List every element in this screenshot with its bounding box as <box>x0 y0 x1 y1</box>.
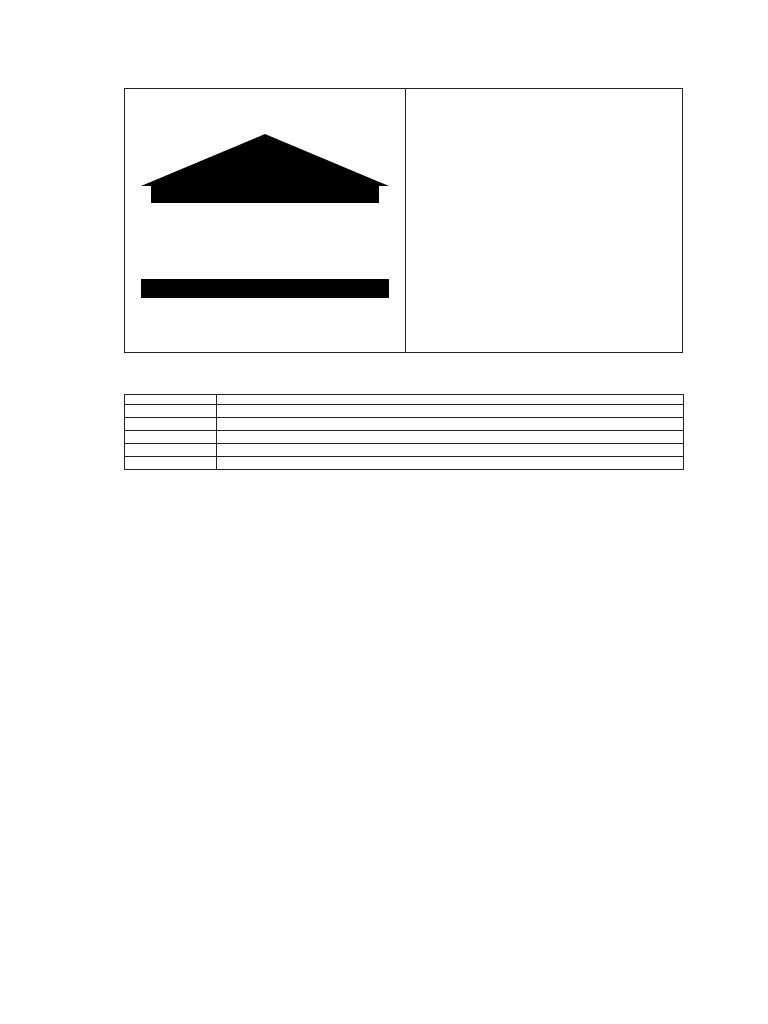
table-row <box>125 418 684 431</box>
building-diagram <box>125 89 406 352</box>
table-row <box>125 444 684 457</box>
row-description <box>217 431 684 444</box>
table-header-row <box>125 395 684 405</box>
row-element <box>125 457 217 470</box>
base-shape <box>141 279 389 298</box>
row-element <box>125 431 217 444</box>
table-row <box>125 405 684 418</box>
row-description <box>217 418 684 431</box>
header-capaian <box>217 395 684 405</box>
row-description <box>217 405 684 418</box>
header-elemen <box>125 395 217 405</box>
tik-building-svg <box>125 89 403 351</box>
roof-shape <box>141 134 389 186</box>
legend <box>406 89 682 352</box>
row-description <box>217 444 684 457</box>
capaian-table <box>124 394 684 470</box>
table-row <box>125 431 684 444</box>
row-element <box>125 418 217 431</box>
row-element <box>125 444 217 457</box>
row-element <box>125 405 217 418</box>
table-row <box>125 457 684 470</box>
beam-shape <box>151 186 379 203</box>
row-description <box>217 457 684 470</box>
overview-box <box>124 88 683 353</box>
